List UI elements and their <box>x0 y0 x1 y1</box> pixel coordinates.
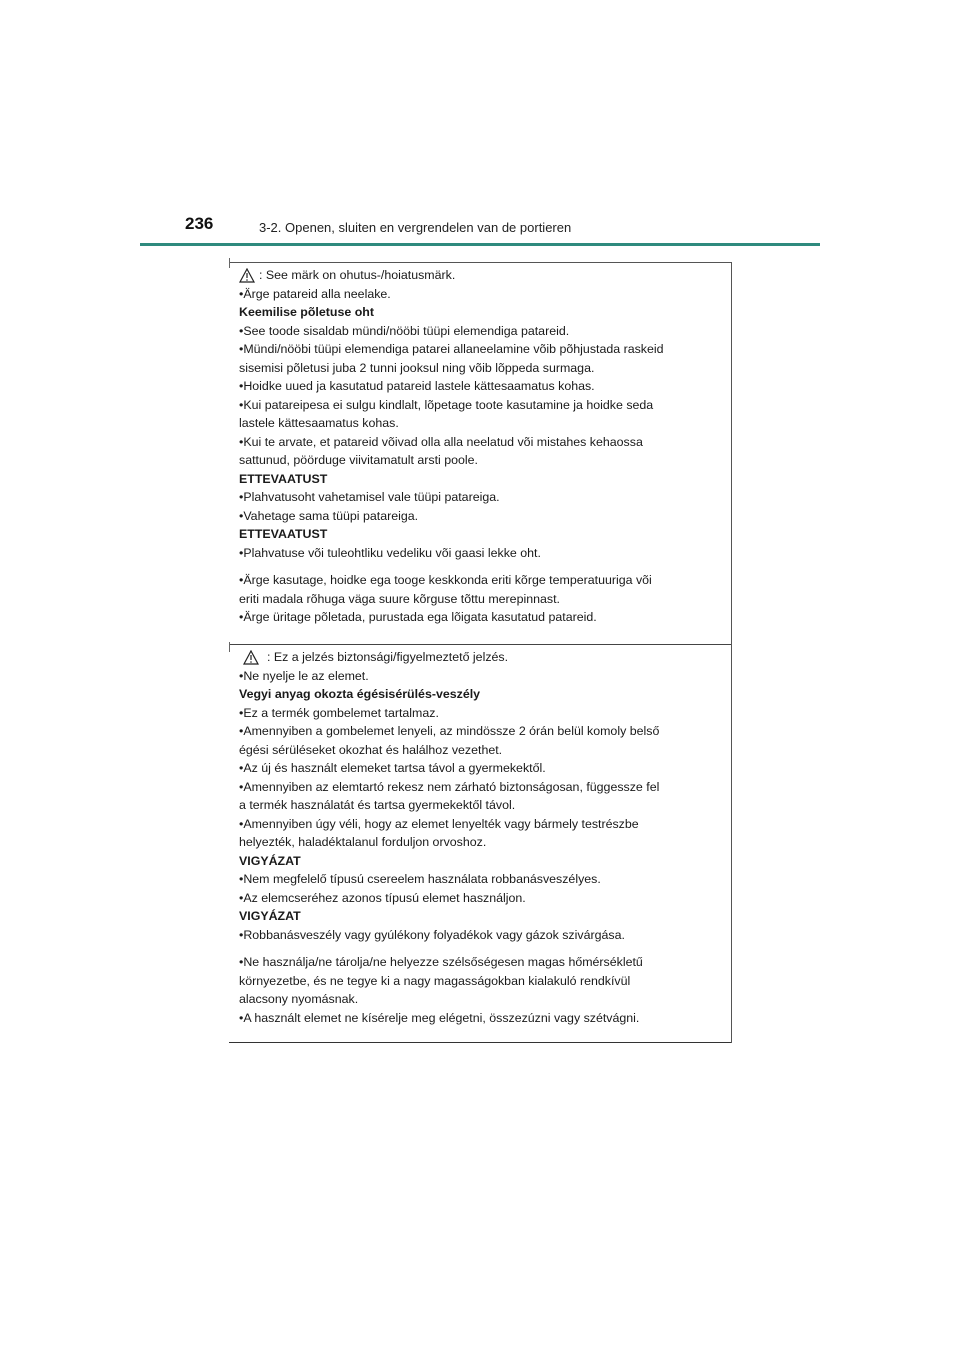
warning-heading: Keemilise põletuse oht <box>239 305 374 319</box>
section-title: 3-2. Openen, sluiten en vergrendelen van de portieren <box>259 220 572 235</box>
estonian-warning-block <box>239 266 722 627</box>
hungarian-warning-block <box>239 648 722 1027</box>
warning-text-line: •Ne használja/ne tárolja/ne helyezze szélsőségesen magas hőmérsékletű <box>239 955 643 969</box>
warning-text-line: •Kui te arvate, et patareid võivad olla alla neelatud või mistahes kehaossa <box>239 434 643 449</box>
estonian-lines <box>239 285 722 627</box>
warning-text-line: eriti madala rõhuga väga suure kõrguse tõttu merepinnast. <box>239 591 560 606</box>
header-rule <box>140 243 820 246</box>
warning-text-line: •Robbanásveszély vagy gyúlékony folyadékok vagy gázok szivárgása. <box>239 927 625 942</box>
hungarian-symbol-note-row <box>239 648 722 667</box>
warning-text-line: •Amennyiben az elemtartó rekesz nem zárható biztonságosan, függessze fel <box>239 779 660 794</box>
warning-triangle-icon <box>243 650 259 665</box>
warning-text-line: környezetbe, és ne tegye ki a nagy magasságokban kialakuló rendkívül <box>239 973 631 988</box>
warning-text-line: •Mündi/nööbi tüüpi elemendiga patarei allaneelamine võib põhjustada raskeid <box>239 342 664 356</box>
warning-text-line: •See toode sisaldab mündi/nööbi tüüpi elemendiga patareid. <box>239 323 570 338</box>
warning-text-line: •Hoidke uued ja kasutatud patareid lastele kättesaamatus kohas. <box>239 379 595 393</box>
left-edge-mark <box>229 258 230 268</box>
scanned-warning-label <box>227 258 732 1044</box>
hungarian-lines <box>239 667 722 1028</box>
warning-text-line: •Amennyiben úgy véli, hogy az elemet lenyelték vagy bármely testrészbe <box>239 816 639 831</box>
estonian-symbol-note-row <box>239 266 722 285</box>
warning-text-line: •Az új és használt elemeket tartsa távol a gyermekektől. <box>239 761 546 775</box>
warning-text-line: •Ärge patareid alla neelake. <box>239 286 391 301</box>
label-section-divider <box>229 644 732 645</box>
warning-text-line: •Amennyiben a gombelemet lenyeli, az mindössze 2 órán belül komoly belső <box>239 724 660 738</box>
warning-text-line: •Az elemcseréhez azonos típusú elemet használjon. <box>239 890 526 905</box>
warning-heading: VIGYÁZAT <box>239 909 301 923</box>
hungarian-symbol-note: : Ez a jelzés biztonsági/figyelmeztető jelzés. <box>267 650 509 664</box>
warning-heading: ETTEVAATUST <box>239 527 328 541</box>
warning-text-line: •Plahvatuse või tuleohtliku vedeliku või gaasi lekke oht. <box>239 545 541 560</box>
warning-text-line: •Ärge kasutage, hoidke ega tooge keskkonda eriti kõrge temperatuuriga või <box>239 573 652 587</box>
warning-text-line: •Kui patareipesa ei sulgu kindlalt, lõpetage toote kasutamine ja hoidke seda <box>239 397 654 412</box>
warning-heading: Vegyi anyag okozta égésisérülés-veszély <box>239 687 481 701</box>
warning-text-line: •Vahetage sama tüüpi patareiga. <box>239 508 419 523</box>
label-bottom-border <box>229 1042 732 1043</box>
warning-heading: ETTEVAATUST <box>239 471 328 486</box>
spacer <box>239 944 722 953</box>
warning-text-line: •Ne nyelje le az elemet. <box>239 668 369 683</box>
warning-text-line: •Plahvatusoht vahetamisel vale tüüpi patareiga. <box>239 490 500 504</box>
warning-text-line: •A használt elemet ne kísérelje meg elégetni, összezúzni vagy szétvágni. <box>239 1010 640 1025</box>
warning-heading: VIGYÁZAT <box>239 853 301 868</box>
warning-text-line: égési sérüléseket okozhat és halálhoz vezethet. <box>239 742 503 757</box>
estonian-symbol-note: : See märk on ohutus-/hoiatusmärk. <box>259 268 456 282</box>
warning-text-line: sattunud, pöörduge viivitamatult arsti poole. <box>239 453 479 467</box>
label-right-border <box>731 262 732 1043</box>
warning-text-line: alacsony nyomásnak. <box>239 992 359 1006</box>
warning-text-line: lastele kättesaamatus kohas. <box>239 416 399 430</box>
page-number: 236 <box>185 214 214 233</box>
warning-text-line: a termék használatát és tartsa gyermekektől távol. <box>239 798 516 812</box>
left-edge-mark <box>229 642 230 652</box>
warning-triangle-icon <box>239 268 255 283</box>
warning-text-line: •Ez a termék gombelemet tartalmaz. <box>239 705 439 720</box>
warning-text-line: •Ärge üritage põletada, purustada ega lõigata kasutatud patareid. <box>239 610 597 624</box>
warning-text-line: helyezték, haladéktalanul forduljon orvoshoz. <box>239 835 487 849</box>
label-top-border <box>229 262 732 263</box>
spacer <box>239 562 722 571</box>
warning-text-line: sisemisi põletusi juba 2 tunni jooksul ning võib lõppeda surmaga. <box>239 360 595 375</box>
page-header <box>0 0 960 250</box>
warning-text-line: •Nem megfelelő típusú csereelem használata robbanásveszélyes. <box>239 872 601 886</box>
